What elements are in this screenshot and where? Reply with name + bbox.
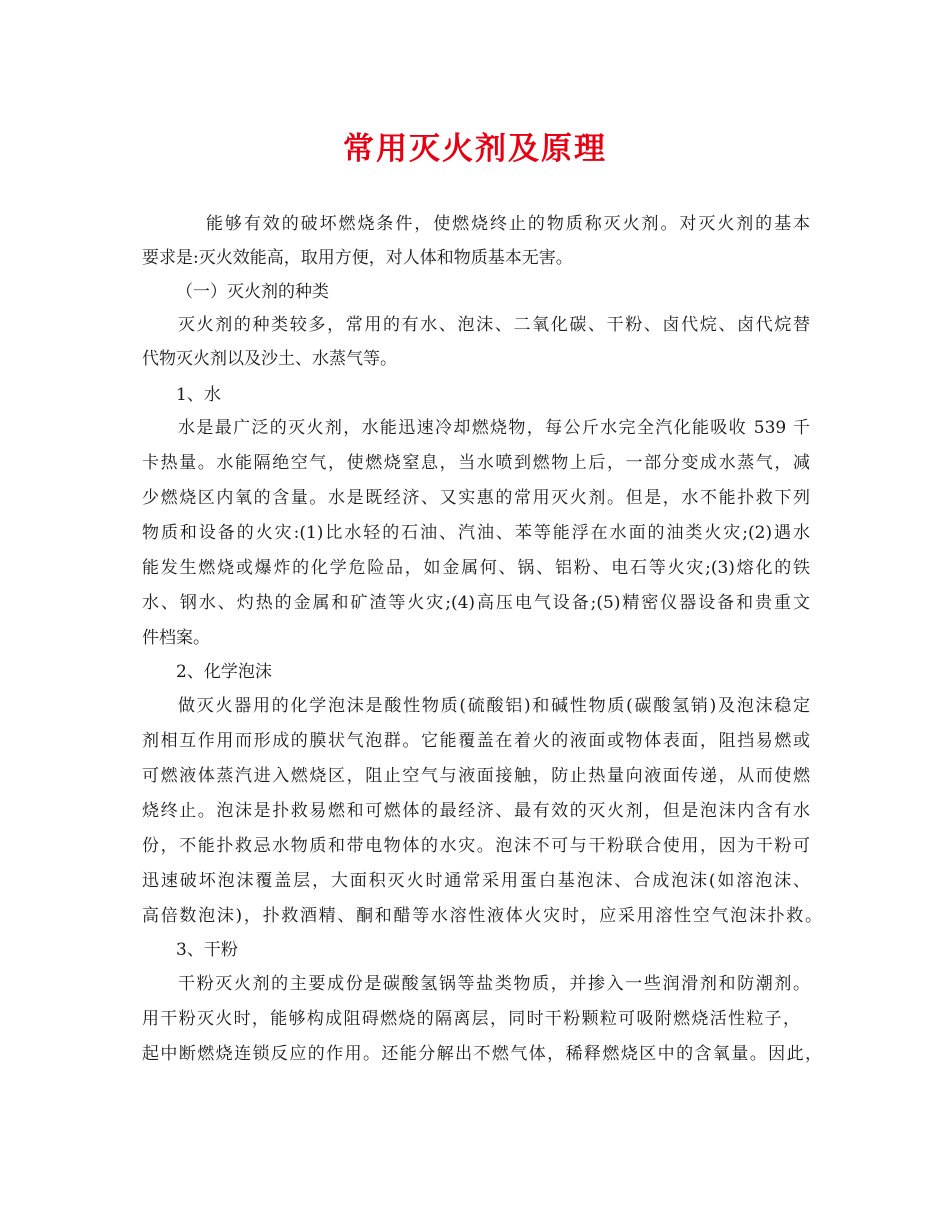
paragraph-line: 烧终止。泡沫是扑救易燃和可燃体的最经济、最有效的灭火剂，但是泡沫内含有水 [142,801,810,821]
paragraph-line: 用干粉灭火时，能够构成阻碍燃烧的隔离层，同时干粉颗粒可吸附燃烧活性粒子， [142,1009,800,1029]
paragraph-line: 要求是:灭火效能高，取用方便，对人体和物质基本无害。 [142,248,573,268]
paragraph-line: 剂相互作用而形成的膜状气泡群。它能覆盖在着火的液面或物体表面，阻挡易燃或 [142,731,810,751]
paragraph-line: 可燃液体蒸汽进入燃烧区，阻止空气与液面接触，防止热量向液面传递，从而使燃 [142,766,810,786]
paragraph-line: 能够有效的破坏燃烧条件，使燃烧终止的物质称灭火剂。对灭火剂的基本 [206,214,810,234]
subsection-heading: 2、化学泡沫 [176,662,272,682]
page-title: 常用灭火剂及原理 [343,131,607,167]
paragraph-line: 物质和设备的火灾:(1)比水轻的石油、汽油、苯等能浮在水面的油类火灾;(2)遇水 [142,523,810,543]
paragraph-line: 高倍数泡沫)，扑救酒精、酮和醋等水溶性液体火灾时，应采用溶性空气泡沫扑救。 [142,906,822,926]
section-heading: （一）灭火剂的种类 [176,282,329,302]
paragraph-line: 起中断燃烧连锁反应的作用。还能分解出不燃气体，稀释燃烧区中的含氧量。因此， [142,1044,822,1064]
subsection-heading: 1、水 [176,385,221,405]
paragraph-line: 水是最广泛的灭火剂，水能迅速冷却燃烧物，每公斤水完全汽化能吸收 539 千 [178,418,810,438]
paragraph-line: 灭火剂的种类较多，常用的有水、泡沫、二氧化碳、干粉、卤代烷、卤代烷替 [178,315,810,335]
paragraph-line: 少燃烧区内氧的含量。水是既经济、又实惠的常用灭火剂。但是，水不能扑救下列 [142,488,810,508]
paragraph-line: 水、钢水、灼热的金属和矿渣等火灾;(4)高压电气设备;(5)精密仪器设备和贵重文 [142,593,810,613]
paragraph-line: 干粉灭火剂的主要成份是碳酸氢锅等盐类物质，并掺入一些润滑剂和防潮剂。 [178,974,810,994]
paragraph-line: 迅速破坏泡沫覆盖层，大面积灭火时通常采用蛋白基泡沫、合成泡沫(如溶泡沫、 [142,871,810,891]
paragraph-line: 件档案。 [142,628,210,648]
paragraph-line: 卡热量。水能隔绝空气，使燃烧窒息，当水喷到燃物上后，一部分变成水蒸气，减 [142,453,810,473]
paragraph-line: 做灭火器用的化学泡沫是酸性物质(硫酸铝)和碱性物质(碳酸氢销)及泡沫稳定 [178,696,810,716]
paragraph-line: 代物灭火剂以及沙土、水蒸气等。 [142,349,397,369]
subsection-heading: 3、干粉 [176,940,238,960]
paragraph-line: 能发生燃烧或爆炸的化学危险品，如金属何、锅、铝粉、电石等火灾;(3)熔化的铁 [142,558,810,578]
paragraph-line: 份，不能扑救忌水物质和带电物体的水灾。泡沫不可与干粉联合使用，因为干粉可 [142,836,810,856]
